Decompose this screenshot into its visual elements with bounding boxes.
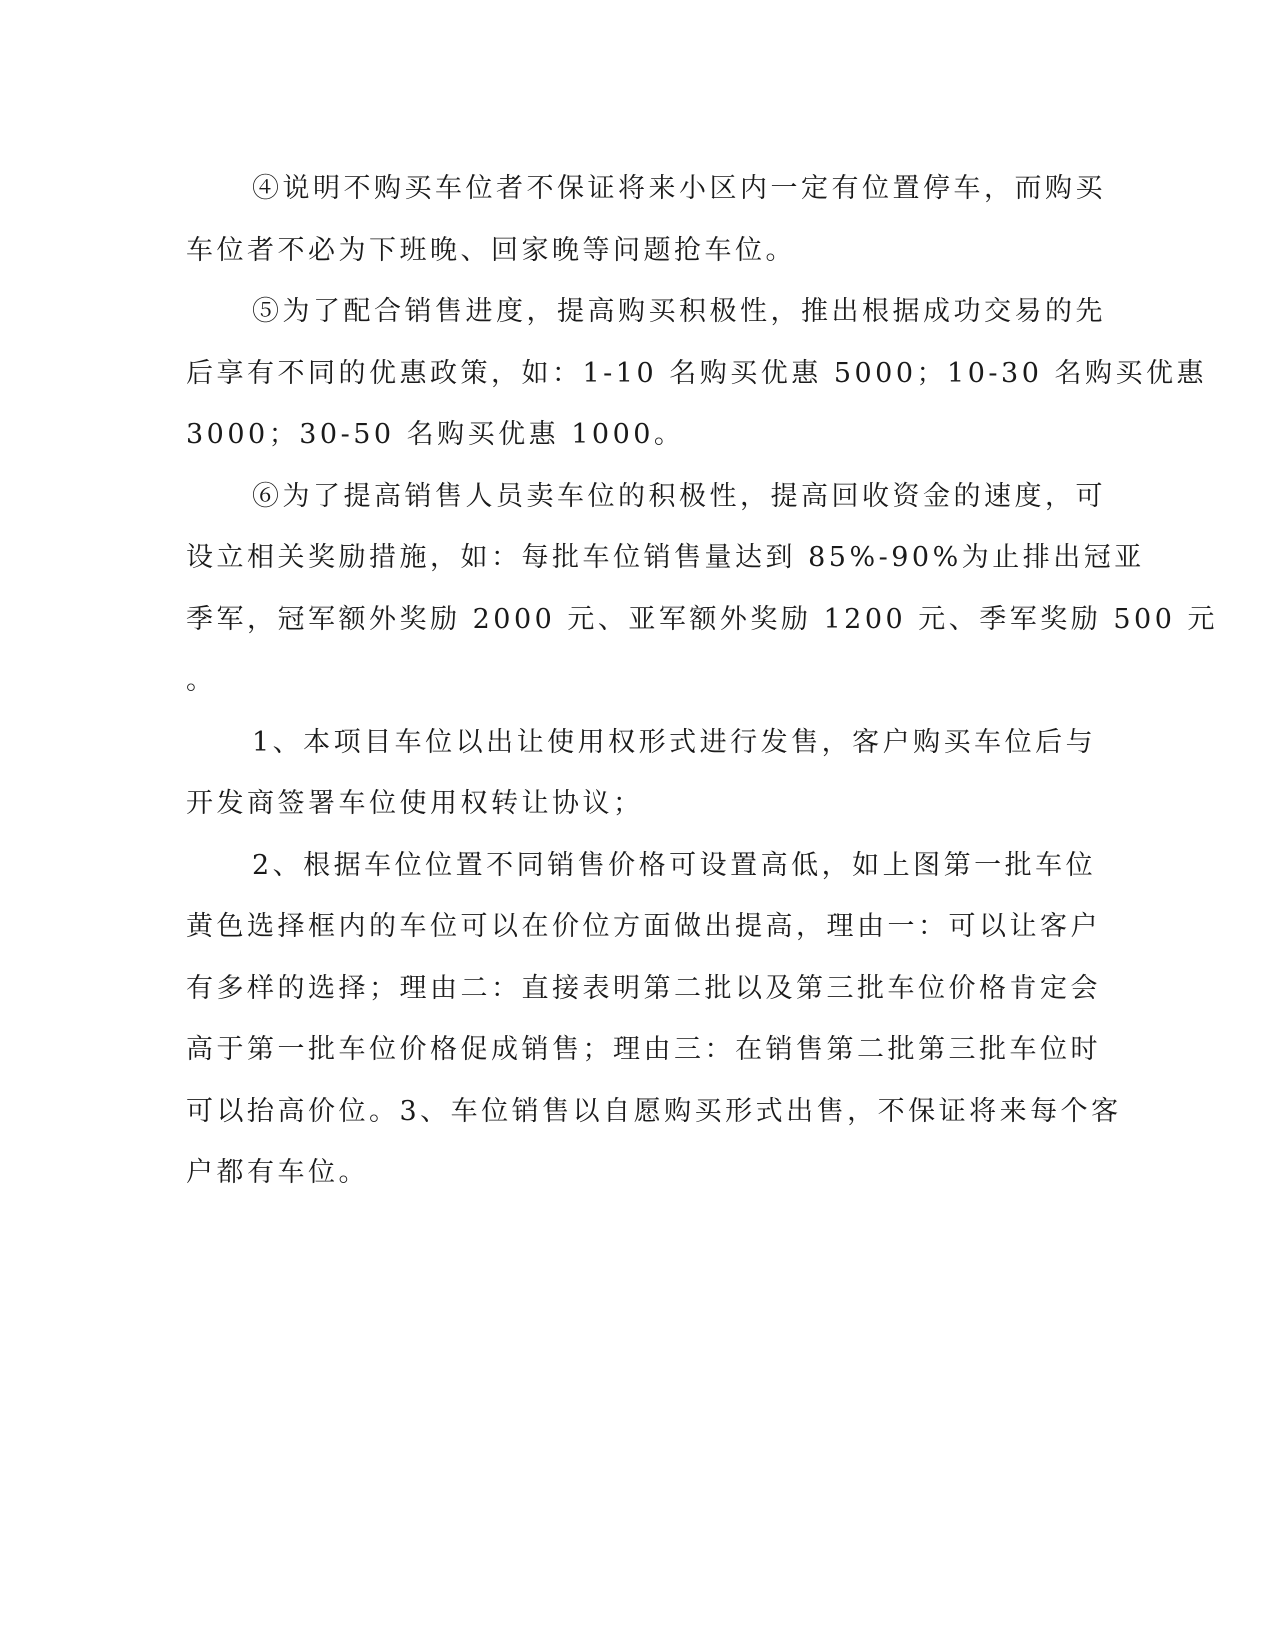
text-line: 2、根据车位位置不同销售价格可设置高低，如上图第一批车位 [252,849,1097,881]
document-body [186,158,1218,1204]
paragraph-item-2 [186,835,1122,1204]
text-line: 高于第一批车位价格促成销售；理由三：在销售第二批第三批车位时 [186,1034,1101,1065]
text-line: 车位者不必为下班晚、回家晚等问题抢车位。 [186,234,796,266]
text-line: 。 [186,665,217,696]
text-line: 可以抬高价位。3、车位销售以自愿购买形式出售，不保证将来每个客 [186,1095,1122,1127]
text-line: 季军，冠军额外奖励 2000 元、亚军额外奖励 1200 元、季军奖励 500 元 [186,603,1218,635]
text-line: 设立相关奖励措施，如：每批车位销售量达到 85%-90%为止排出冠亚 [186,542,1145,573]
text-line: ⑥为了提高销售人员卖车位的积极性，提高回收资金的速度，可 [252,480,1106,512]
paragraph-point-4 [186,158,1106,281]
text-line: 3000；30-50 名购买优惠 1000。 [186,419,685,450]
text-line: 1、本项目车位以出让使用权形式进行发售，客户购买车位后与 [252,726,1097,758]
text-line: ④说明不购买车位者不保证将来小区内一定有位置停车，而购买 [252,173,1106,204]
text-line: ⑤为了配合销售进度，提高购买积极性，推出根据成功交易的先 [252,296,1106,327]
text-line: 黄色选择框内的车位可以在价位方面做出提高，理由一：可以让客户 [186,911,1101,942]
paragraph-point-5 [186,281,1207,466]
text-line: 后享有不同的优惠政策，如：1-10 名购买优惠 5000；10-30 名购买优惠 [186,357,1207,389]
text-line: 开发商签署车位使用权转让协议； [186,788,644,819]
text-line: 有多样的选择；理由二：直接表明第二批以及第三批车位价格肯定会 [186,972,1101,1004]
paragraph-item-1 [186,712,1097,835]
text-line: 户都有车位。 [186,1157,369,1188]
paragraph-point-6 [186,466,1218,712]
